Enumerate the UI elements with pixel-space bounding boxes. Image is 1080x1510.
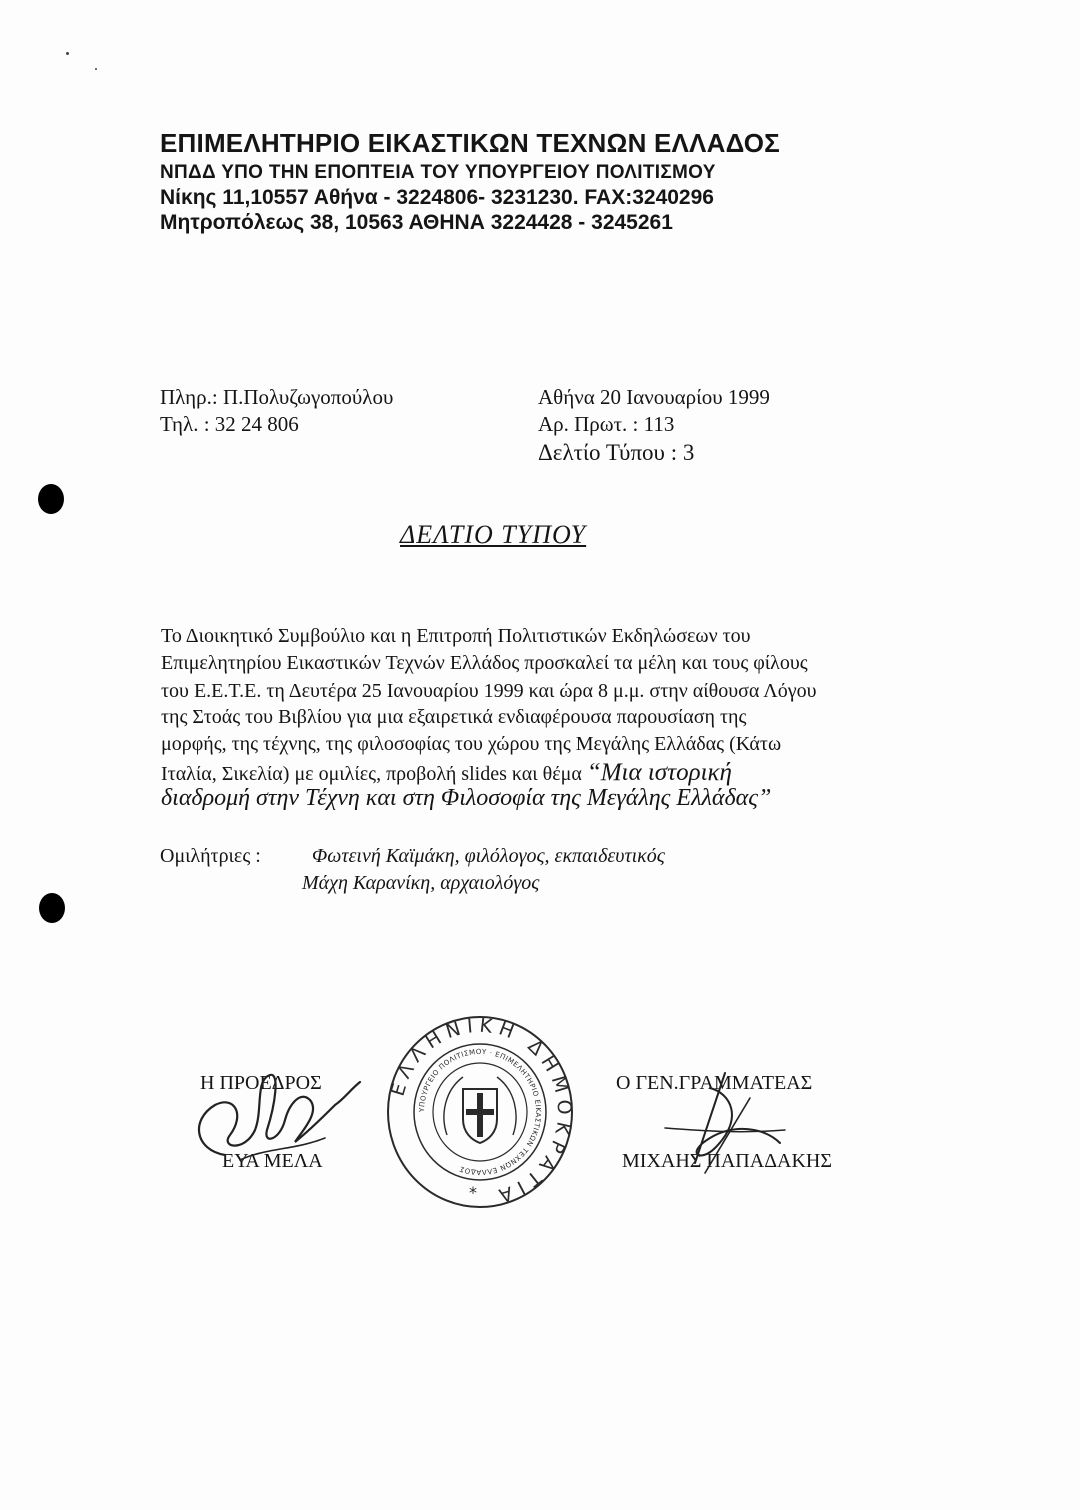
seal-outer-text: ΕΛΛΗΝΙΚΗ ΔΗΜΟΚΡΑΤΙΑ [386,1015,575,1208]
speaker-2: Μάχη Καρανίκη, αρχαιολόγος [302,872,540,894]
body-line: Επιμελητηρίου Εικαστικών Τεχνών Ελλάδος προσκαλεί τα μέλη και τους φίλους [161,652,808,674]
contact-phone: Τηλ. : 32 24 806 [160,412,299,436]
address-line-2: Μητροπόλεως 38, 10563 ΑΘΗΝΑ 3224428 - 3245261 [160,211,673,234]
speakers-label: Ομιλήτριες : [160,845,261,867]
theme-title-start: “Μια ιστορική [586,759,732,786]
secretary-name: ΜΙΧΑΗΣ ΠΑΠΑΔΑΚΗΣ [622,1150,833,1172]
speaker-1: Φωτεινή Καϊμάκη, φιλόλογος, εκπαιδευτικός [312,845,665,867]
president-signature [185,1060,375,1170]
secretary-signature [655,1068,795,1178]
org-name: ΕΠΙΜΕΛΗΤΗΡΙΟ ΕΙΚΑΣΤΙΚΩΝ ΤΕΧΝΩΝ ΕΛΛΑΔΟΣ [160,128,780,158]
svg-text:*: * [469,1183,477,1202]
scan-speck [95,68,97,70]
body-line [161,759,732,787]
contact-person: Πληρ.: Π.Πολυζωγοπούλου [160,385,394,409]
protocol-number: Αρ. Πρωτ. : 113 [538,412,675,436]
address-line-1: Νίκης 11,10557 Αθήνα - 3224806- 3231230. FAX:3240296 [160,186,714,209]
punch-hole [38,484,64,514]
theme-title-end: διαδρομή στην Τέχνη και στη Φιλοσοφία της Μεγάλης Ελλάδας” [161,785,772,811]
scan-speck [66,52,69,55]
legal-status: ΝΠΔΔ ΥΠΟ ΤΗΝ ΕΠΟΠΤΕΙΑ ΤΟΥ ΥΠΟΥΡΓΕΙΟΥ ΠΟΛΙΤΙΣΜΟΥ [160,162,716,183]
document-title: ΔΕΛΤΙΟ ΤΥΠΟΥ [400,520,587,549]
body-line: του Ε.Ε.Τ.Ε. τη Δευτέρα 25 Ιανουαρίου 1999 και ώρα 8 μ.μ. στην αίθουσα Λόγου [161,680,817,702]
president-title: Η ΠΡΟΕΔΡΟΣ [200,1072,322,1094]
body-line: της Στοάς του Βιβλίου για μια εξαιρετικά ενδιαφέρουσα παρουσίαση της [161,706,747,728]
document-date: Αθήνα 20 Ιανουαρίου 1999 [538,385,770,409]
body-line-text: Ιταλία, Σικελία) με ομιλίες, προβολή slides και θέμα [161,763,587,785]
president-name: ΕΥΑ ΜΕΛΑ [222,1150,323,1172]
bulletin-number: Δελτίο Τύπου : 3 [538,440,695,465]
official-seal [385,1015,575,1210]
secretary-title: Ο ΓΕΝ.ΓΡΑΜΜΑΤΕΑΣ [616,1072,813,1094]
punch-hole [39,893,65,923]
seal-inner-text: ΥΠΟΥΡΓΕΙΟ ΠΟΛΙΤΙΣΜΟΥ · ΕΠΙΜΕΛΗΤΗΡΙΟ ΕΙΚΑΣΤΙΚΩΝ ΤΕΧΝΩΝ ΕΛΛΑΔΟΣ [417,1047,543,1177]
body-line: Το Διοικητικό Συμβούλιο και η Επιτροπή Πολιτιστικών Εκδηλώσεων του [161,625,751,647]
body-line: μορφής, της τέχνης, της φιλοσοφίας του χώρου της Μεγάλης Ελλάδας (Κάτω [161,733,782,755]
